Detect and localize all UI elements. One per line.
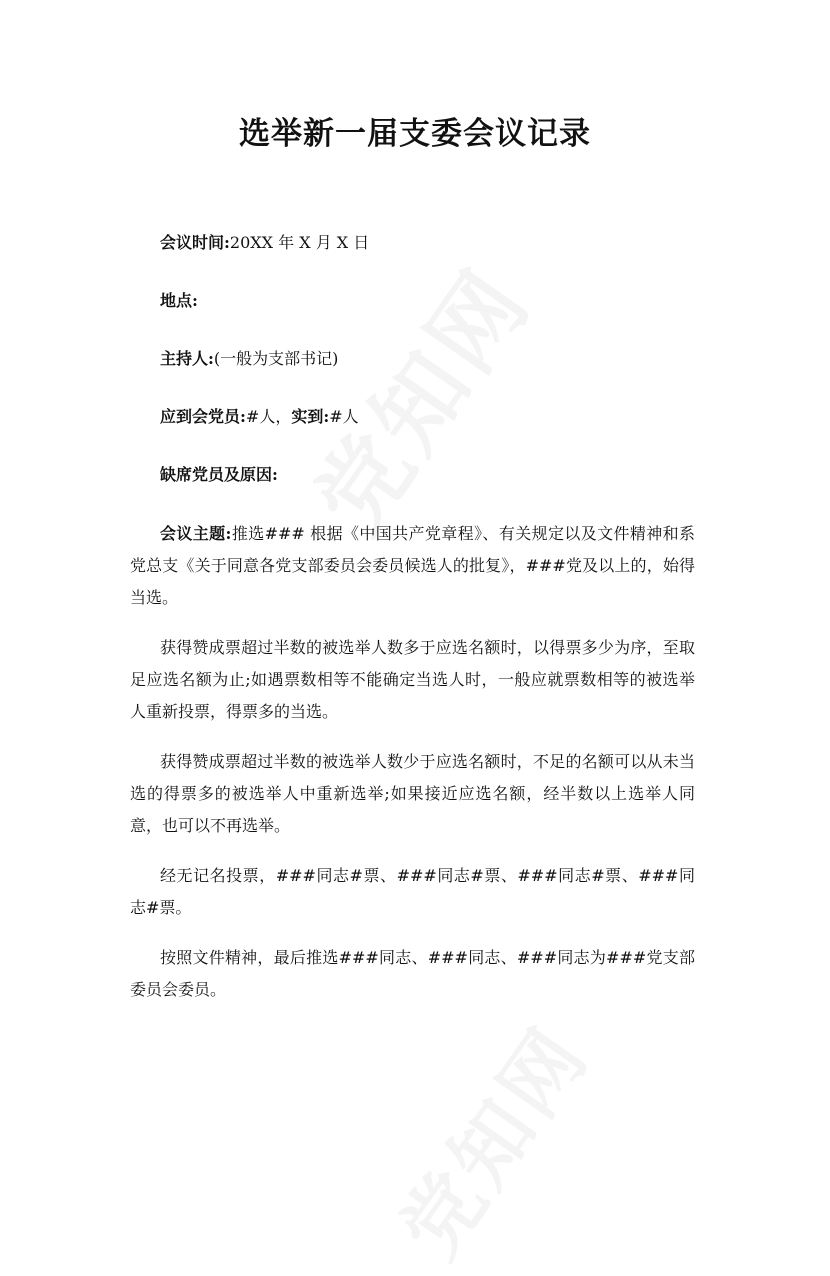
location-label: 地点: [160, 291, 198, 310]
body-paragraph: 按照文件精神，最后推选###同志、###同志、###同志为###党支部委员会委员。 [130, 948, 695, 999]
topic-text: 推选### 根据《中国共产党章程》、有关规定以及文件精神和系党总支《关于同意各党支部委员会委员候选人的批复》，###党及以上的，始得当选。 [130, 524, 695, 607]
meeting-time-field [160, 228, 695, 258]
attendance-field [160, 402, 695, 432]
host-label: 主持人: [160, 349, 214, 368]
absent-field [160, 460, 695, 490]
absent-label: 缺席党员及原因: [160, 465, 278, 484]
meeting-time-value: 20XX 年 X 月 X 日 [229, 233, 370, 252]
document-title: 选举新一届支委会议记录 [239, 116, 591, 152]
host-field [160, 344, 695, 374]
body-paragraph: 经无记名投票，###同志#票、###同志#票、###同志#票、###同志#票。 [130, 866, 695, 917]
topic-label: 会议主题: [160, 524, 232, 543]
meeting-time-label: 会议时间: [160, 233, 230, 252]
topic-paragraph [130, 518, 695, 614]
host-value: (一般为支部书记) [213, 349, 339, 368]
actual-attendance-label: 实到: [291, 407, 330, 426]
watermark [368, 999, 610, 1276]
body-paragraph: 获得赞成票超过半数的被选举人数多于应选名额时，以得票多少为序，至取足应选名额为止;如遇票数相等不能确定当选人时，一般应就票数相等的被选举人重新投票，得票多的当选。 [130, 638, 695, 721]
document-body [130, 228, 695, 1024]
location-field [160, 286, 695, 316]
actual-attendance-value: #人 [329, 407, 359, 426]
body-paragraph: 获得赞成票超过半数的被选举人数少于应选名额时，不足的名额可以从未当选的得票多的被选举人中重新选举;如果接近应选名额，经半数以上选举人同意，也可以不再选举。 [130, 752, 695, 835]
expected-attendance-value: #人， [245, 407, 292, 426]
expected-attendance-label: 应到会党员: [160, 407, 246, 426]
